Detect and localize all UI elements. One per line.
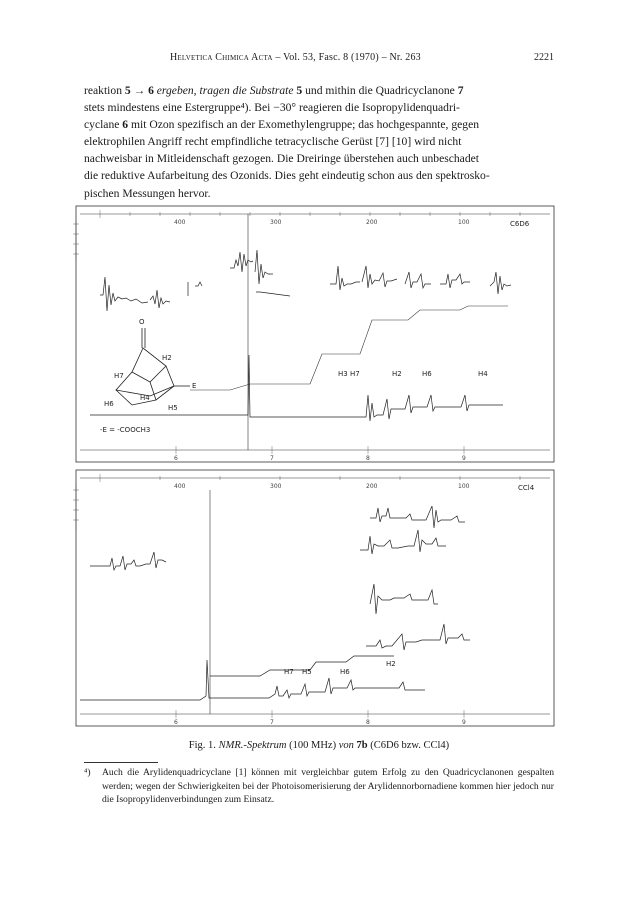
ppm-tick-label: 9 (462, 719, 466, 726)
ppm-tick-label: 7 (270, 455, 274, 462)
bottom-scale-label: 300 (270, 483, 282, 490)
footnote-text: Auch die Arylidenquadricyclane [1] können mit vergleichbar gutem Erfolg zu den Quadricyclanonen gespalten werden; wegen der Schwierigkeiten bei der Photoisomerisierung der Arylidennorbornadiene kommen hier jedoch nur die Isopropylidenverbindungen zum Einsatz. (102, 767, 554, 806)
structure-label: H2 (162, 354, 172, 362)
structure-label: H7 (114, 372, 124, 380)
footnote-mark: ⁴) (84, 767, 91, 778)
text-line: cyclane 6 mit Ozon spezifisch an der Exomethylengruppe; das hochgespannte, gegen (84, 118, 480, 132)
top-left-axis (73, 220, 79, 260)
quadricyclanone-structure (116, 328, 190, 405)
structure-label: H6 (104, 400, 114, 408)
text-line: stets mindestens eine Estergruppe⁴). Bei −30° reagieren die Isopropylidenquadri- (84, 101, 460, 115)
peak-label: H6 (340, 668, 350, 676)
ppm-tick-label: 8 (366, 719, 370, 726)
peak-label: H7 (284, 668, 294, 676)
peak-label: H2 (392, 370, 402, 378)
nmr-spectra (70, 200, 558, 730)
issue-info: – Vol. 53, Fasc. 8 (1970) – Nr. 263 (275, 52, 421, 63)
bottom-expanded-traces (90, 506, 470, 650)
peak-label: H4 (478, 370, 488, 378)
ppm-tick-label: 6 (174, 719, 178, 726)
top-scale-label: 100 (458, 219, 470, 226)
bottom-spectrum-panel (73, 470, 554, 726)
top-scale-label: 200 (366, 219, 378, 226)
body-paragraph (84, 82, 554, 202)
footnote-rule (84, 762, 158, 763)
text-line: elektrophilen Angriff recht empfindliche tetracyclische Gerüst [7] [10] wird nicht (84, 135, 462, 149)
text-line: nachweisbar in Mitleidenschaft gezogen. Die Dreiringe überstehen auch unbeschadet (84, 152, 479, 166)
bottom-scale-label: 400 (174, 483, 186, 490)
page-number: 2221 (534, 52, 554, 63)
top-integral-trace (190, 306, 508, 390)
figure-caption: Fig. 1. NMR.-Spektrum (100 MHz) von 7b (C6D6 bzw. CCl4) (188, 740, 450, 751)
bottom-left-axis (73, 484, 79, 530)
text-line: pischen Messungen hervor. (84, 186, 211, 200)
peak-label: H7 (350, 370, 360, 378)
ppm-tick-label: 7 (270, 719, 274, 726)
structure-label: H5 (168, 404, 178, 412)
top-spectrum-panel (73, 206, 554, 462)
text-line: die reduktive Aufarbeitung des Ozonids. Dies geht eindeutig schon aus den spektrosko- (84, 169, 490, 183)
text-line: reaktion 5 → 6 ergeben, tragen die Substrate 5 und mithin die Quadricyclanone 7 (84, 84, 464, 97)
top-panel-frame (76, 206, 554, 462)
structure-label: E (192, 382, 197, 390)
ester-legend: -E = -COOCH3 (100, 426, 151, 434)
peak-label: H2 (386, 660, 396, 668)
peak-label: H6 (422, 370, 432, 378)
ppm-tick-label: 6 (174, 455, 178, 462)
top-scale-label: 400 (174, 219, 186, 226)
journal-name: Helvetica Chimica Acta (170, 52, 273, 63)
peak-label: H5 (302, 668, 312, 676)
top-scale-label: 300 (270, 219, 282, 226)
peak-label: H3 (338, 370, 348, 378)
bottom-main-trace (80, 656, 425, 700)
top-expanded-traces (100, 250, 511, 311)
bottom-solvent-label: CCl4 (518, 484, 535, 492)
structure-label: H4 (140, 394, 150, 402)
bottom-scale-label: 100 (458, 483, 470, 490)
ppm-tick-label: 8 (366, 455, 370, 462)
top-solvent-label: C6D6 (510, 220, 530, 228)
structure-label: O (139, 318, 145, 326)
footnote (84, 766, 554, 807)
bottom-scale-label: 200 (366, 483, 378, 490)
ppm-tick-label: 9 (462, 455, 466, 462)
nmr-figure (70, 200, 558, 730)
bottom-panel-frame (76, 470, 554, 726)
